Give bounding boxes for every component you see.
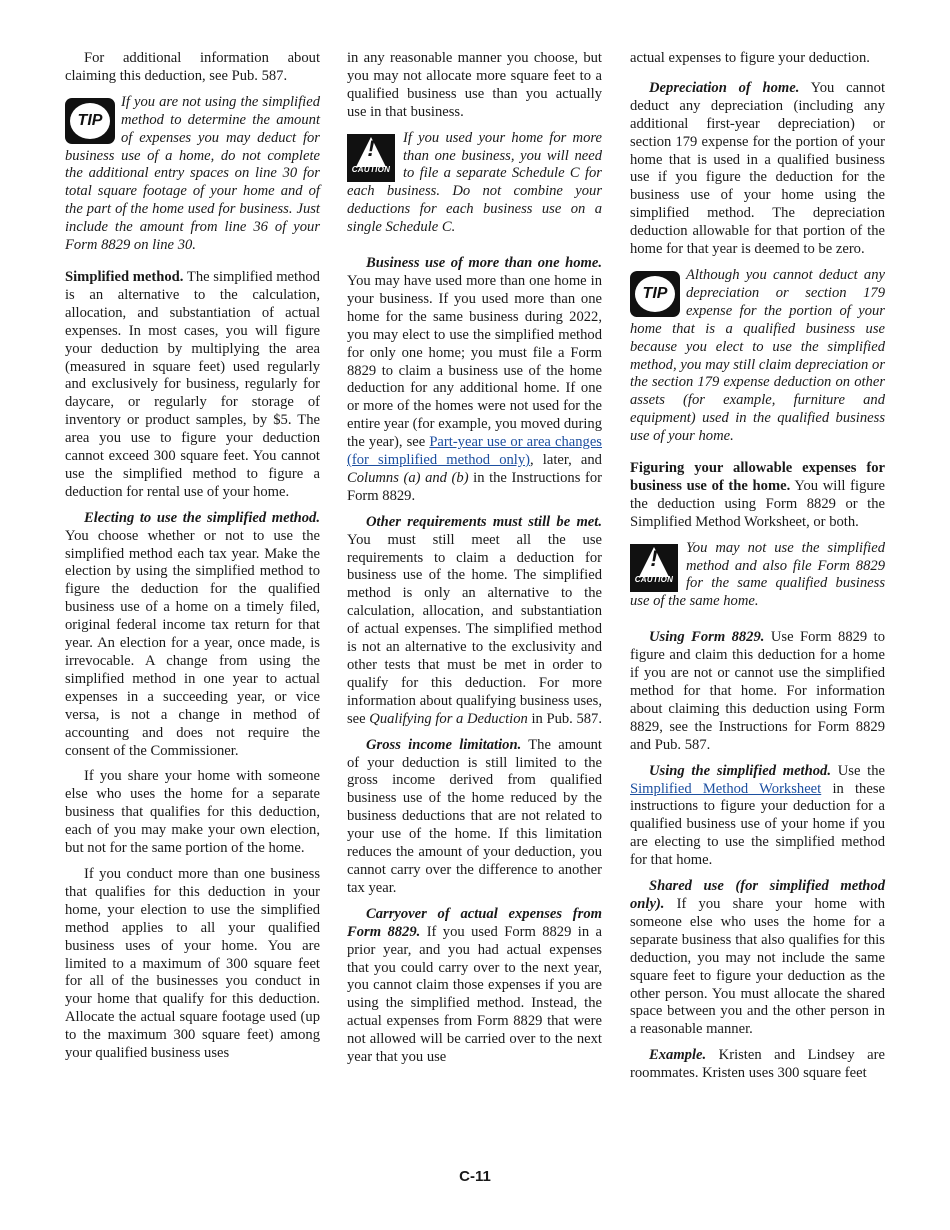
subsection-heading: Electing to use the simplified method. <box>84 509 320 526</box>
subsection-heading: Depreciation of home. <box>649 79 800 96</box>
paragraph: If you share your home with someone else who uses the home for a separate business that qualifies for this deduction, each of you may make your own election, but not for the same portion of the home. <box>65 768 320 857</box>
tip-text: Just include the amount from line 36 of your Form 8829 on line 30. <box>65 201 320 254</box>
column-2 <box>347 50 602 1075</box>
paragraph: For additional information about claiming this deduction, see Pub. 587. <box>65 50 320 84</box>
paragraph: If you conduct more than one business that qualifies for this deduction in your home, your election to use the simplified method applies to all your qualified business uses of your home. You are limited to a maximum of 300 square feet for all of the businesses you conduct in your home that qualify for this deduction. Allocate the actual square footage used (up to the maximum 300 square feet) among your qualified business uses <box>65 865 320 1062</box>
tip-note <box>630 267 885 446</box>
subsection-heading: Other requirements must still be met. <box>366 513 602 530</box>
column-3 <box>630 50 885 1091</box>
caution-icon: ! CAUTION <box>347 134 397 180</box>
caution-icon: ! CAUTION <box>630 544 680 590</box>
caution-text: If you used your home for more than one business, you will need to file a separate Schedule C for each business. Do not combine your deductions for each business use on a single Schedule C. <box>347 129 602 236</box>
column-1 <box>65 50 320 1071</box>
subsection-heading: Business use of more than one home. <box>366 255 602 272</box>
paragraph: Carryover of actual expenses from Form 8829. If you used Form 8829 in a prior year, and you had actual expenses that you could carry over to the next year, you cannot claim those expenses if you are using the simplified method. Instead, the actual expenses from Form 8829 that were not allowed will be carried over to the next year that you use <box>347 905 602 1066</box>
subsection-heading: Carryover of actual expenses from Form 8829. <box>347 905 602 940</box>
paragraph: Shared use (for simplified method only). If you share your home with someone else who uses the home for a separate business that also qualifies for this deduction, you may not include the same square feet to figure your deduction as the other person. You must allocate the shared space between you and the other person in a reasonable manner. <box>630 878 885 1038</box>
caution-note <box>630 540 885 612</box>
tip-icon: TIP <box>65 98 115 144</box>
page-number: C-11 <box>459 1168 491 1185</box>
paragraph: Using Form 8829. Use Form 8829 to figure and claim this deduction for a home if you are not or cannot use the simplified method for that home. For information about claiming this deduction using Form 8829, see the Instructions for Form 8829 and Pub. 587. <box>630 629 885 753</box>
paragraph: in any reasonable manner you choose, but you may not allocate more square feet to a qualified business use than you actually use in that business. <box>347 50 602 120</box>
part-year-use-link[interactable]: Part-year use or area changes (for simplified method only) <box>347 434 602 469</box>
simplified-method-worksheet-link[interactable]: Simplified Method Worksheet <box>630 780 822 797</box>
paragraph: actual expenses to figure your deduction. <box>630 50 870 66</box>
caution-note <box>347 130 602 237</box>
paragraph: Depreciation of home. You cannot deduct any depreciation (including any additional first-year depreciation) or section 179 expense for the portion of your home that is used in a qualified business use if you figure the deduction for the business use of your home using the simplified method. The depreciation deduction allowable for that portion of the home for that year is deemed to be zero. <box>630 79 885 258</box>
paragraph: Using the simplified method. Use the Simplified Method Worksheet in these instructions to figure your deduction for a qualified business use of your home if you are electing to use the simplified method for that home. <box>630 762 885 869</box>
paragraph: Gross income limitation. The amount of your deduction is still limited to the gross income derived from qualified business use of the home reduced by the business deductions that are not related to your use of the home. If this limitation reduces the amount of your deduction, you cannot carry over the difference to another tax year. <box>347 736 602 896</box>
paragraph: Simplified method. The simplified method is an alternative to the calculation, allocation, and substantiation of actual expenses. In most cases, you will figure your deduction by multiplying the area (measured in square feet) used regularly and exclusively for business, regularly for daycare, or regularly for storage of inventory or product samples, by $5. The area you use to figure your deduction cannot exceed 300 square feet. You cannot use the simplified method to figure a deduction for rental use of your home. <box>65 268 320 500</box>
subsection-heading: Example. <box>649 1047 707 1064</box>
paragraph: Business use of more than one home. You may have used more than one home in your business. If you used more than one home for the same business during 2022, you may elect to use the simplified method for only one home; you must file a Form 8829 to claim a business use of the home deduction for any additional home. If one or more of the homes were not used for the entire year (for example, you moved during the year), see Part-year use or area changes (for simplified method only), later, and Columns (a) and (b) in the Instructions for Form 8829. <box>347 255 602 504</box>
subsection-heading: Using Form 8829. <box>649 629 765 646</box>
section-heading: Simplified method. <box>65 268 184 285</box>
subsection-heading: Shared use (for simplified method only). <box>630 878 885 912</box>
paragraph: Example. Kristen and Lindsey are roommates. Kristen uses 300 square feet <box>630 1047 886 1082</box>
section-heading: Figuring your allowable expenses for business use of the home. <box>630 460 885 494</box>
caution-text: You may not use the simplified method and also file Form 8829 for the same qualified business use of the same home. <box>630 539 885 610</box>
paragraph: Other requirements must still be met. You must still meet all the use requirements to claim a deduction for business use of the home. The simplified method is only an alternative to the calculation, allocation, and substantiation of actual expenses. The simplified method is not an alternative to the exclusivity and other tests that must be met in order to qualify for this deduction. For more information about qualifying business uses, see Qualifying for a Deduction in Pub. 587. <box>347 513 602 727</box>
tip-note <box>65 94 320 255</box>
tip-text: If you are not using the simplified method to determine the amount of expenses you may deduct for business use of a home, do not complete the additional entry spaces on line 30 for total square footage of your home and of the part of the home used for business. <box>65 93 320 218</box>
subsection-heading: Using the simplified method. <box>649 762 831 779</box>
subsection-heading: Gross income limitation. <box>366 736 522 753</box>
tip-text: Although you cannot deduct any depreciation or section 179 expense for the portion of your home that is a qualified business use because you elect to use the simplified method, you may still claim depreciation or the section 179 expense deduction on other assets (for example, furniture and equipment) used in the qualified business use of your home. <box>630 266 885 445</box>
tip-icon: TIP <box>630 271 680 317</box>
paragraph: Figuring your allowable expenses for business use of the home. You will figure the deduction using Form 8829 or the Simplified Method Worksheet, or both. <box>630 460 885 530</box>
paragraph: Electing to use the simplified method. You choose whether or not to use the simplified method each tax year. Make the election by using the simplified method to figure the deduction for the qualified business use of a home on a timely filed, original federal income tax return for that year. An election for a year, once made, is irrevocable. A change from using the simplified method in one year to actual expenses in a succeeding year, or vice versa, is not a change in method of accounting and does not require the consent of the Commissioner. <box>65 509 320 759</box>
